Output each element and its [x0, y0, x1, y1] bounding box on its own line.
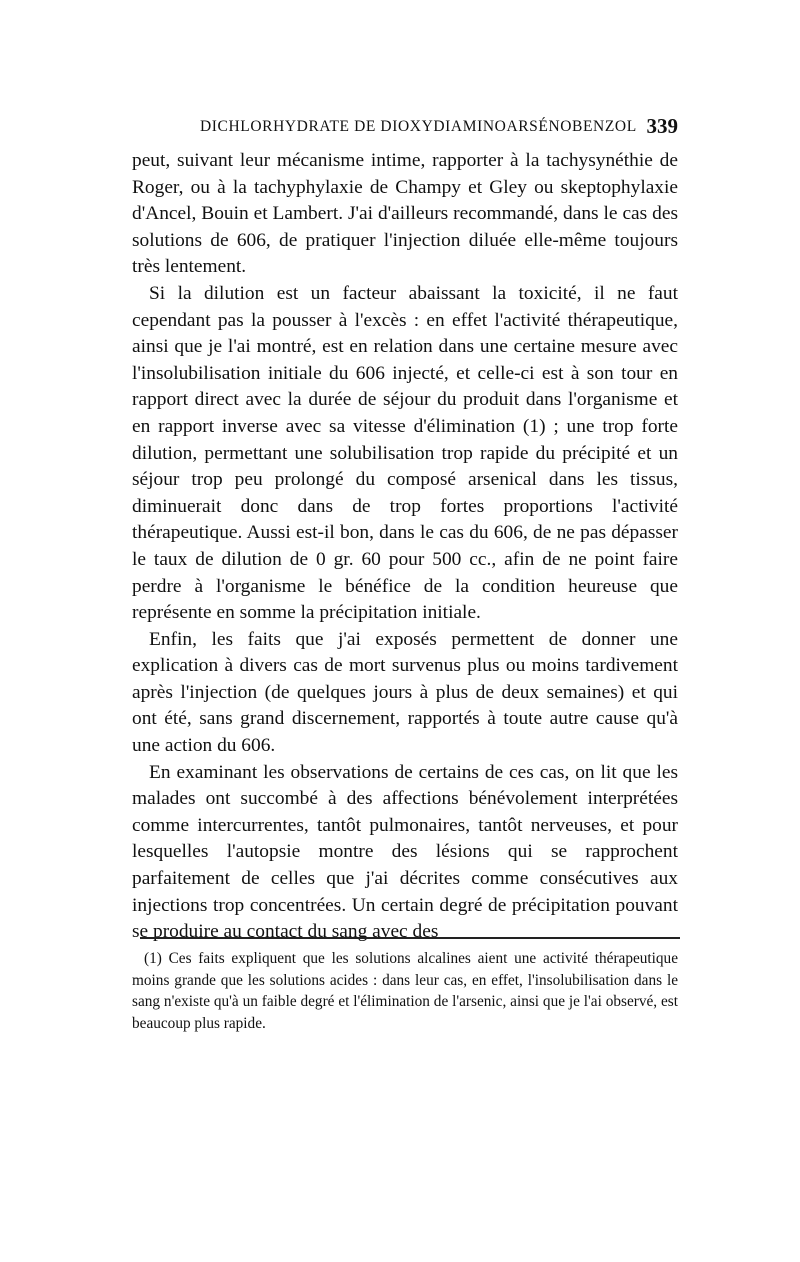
page-header: [132, 114, 678, 142]
paragraph-2: Si la dilution est un facteur abaissant la toxicité, il ne faut cependant pas la pousser à l'excès : en effet l'activité thérapeutique, ainsi que je l'ai montré, est en relation dans une certaine mesure avec l'insolubilisation initiale du 606 injecté, et celle-ci est à son tour en rapport direct avec la durée de séjour du produit dans l'organisme et en rapport inverse avec sa vitesse d'élimination (1) ; une trop forte dilution, permettant une solubilisation trop rapide du précipité et un séjour trop peu prolongé du composé arsenical dans les tissus, diminuerait donc dans de trop fortes proportions l'activité thérapeutique. Aussi est-il bon, dans le cas du 606, de ne pas dépasser le taux de dilution de 0 gr. 60 pour 500 cc., afin de ne point faire perdre à l'organisme le bénéfice de la condition heureuse que représente en somme la précipitation initiale.: [132, 282, 678, 624]
paragraph-3: Enfin, les faits que j'ai exposés permettent de donner une explication à divers cas de mort survenus plus ou moins tardivement après l'injection (de quelques jours à plus de deux semaines) et qui ont été, sans grand discernement, rapportés à toute autre cause qu'à une action du 606.: [132, 628, 678, 757]
page-number: 339: [646, 114, 678, 138]
paragraph-4: En examinant les observations de certains de ces cas, on lit que les malades ont succombé à des affections bénévolement interprétées comme intercurrentes, tantôt pulmonaires, tantôt nerveuses, et pour lesquelles l'autopsie montre des lésions qui se rapprochent parfaitement de celles que j'ai décrites comme consécutives aux injections trop concentrées. Un certain degré de précipitation pouvant se produire au contact du sang avec des: [132, 761, 678, 943]
footnote-divider: [140, 937, 680, 939]
footnote: (1) Ces faits expliquent que les solutions alcalines aient une activité thérapeutique moins grande que les solutions acides : dans leur cas, en effet, l'insolubilisation dans le sang n'existe qu'à un faible degré et l'élimination de l'arsenic, ainsi que je l'ai observé, est beaucoup plus rapide.: [132, 950, 678, 1032]
running-title: DICHLORHYDRATE DE DIOXYDIAMINOARSÉNOBENZOL: [200, 118, 637, 135]
paragraph-1: peut, suivant leur mécanisme intime, rapporter à la tachysynéthie de Roger, ou à la tachyphylaxie de Champy et Gley ou skeptophylaxie d'Ancel, Bouin et Lambert. J'ai d'ailleurs recommandé, dans le cas des solutions de 606, de pratiquer l'injection diluée elle-même toujours très lentement.: [132, 150, 678, 278]
body-text: [132, 148, 678, 946]
